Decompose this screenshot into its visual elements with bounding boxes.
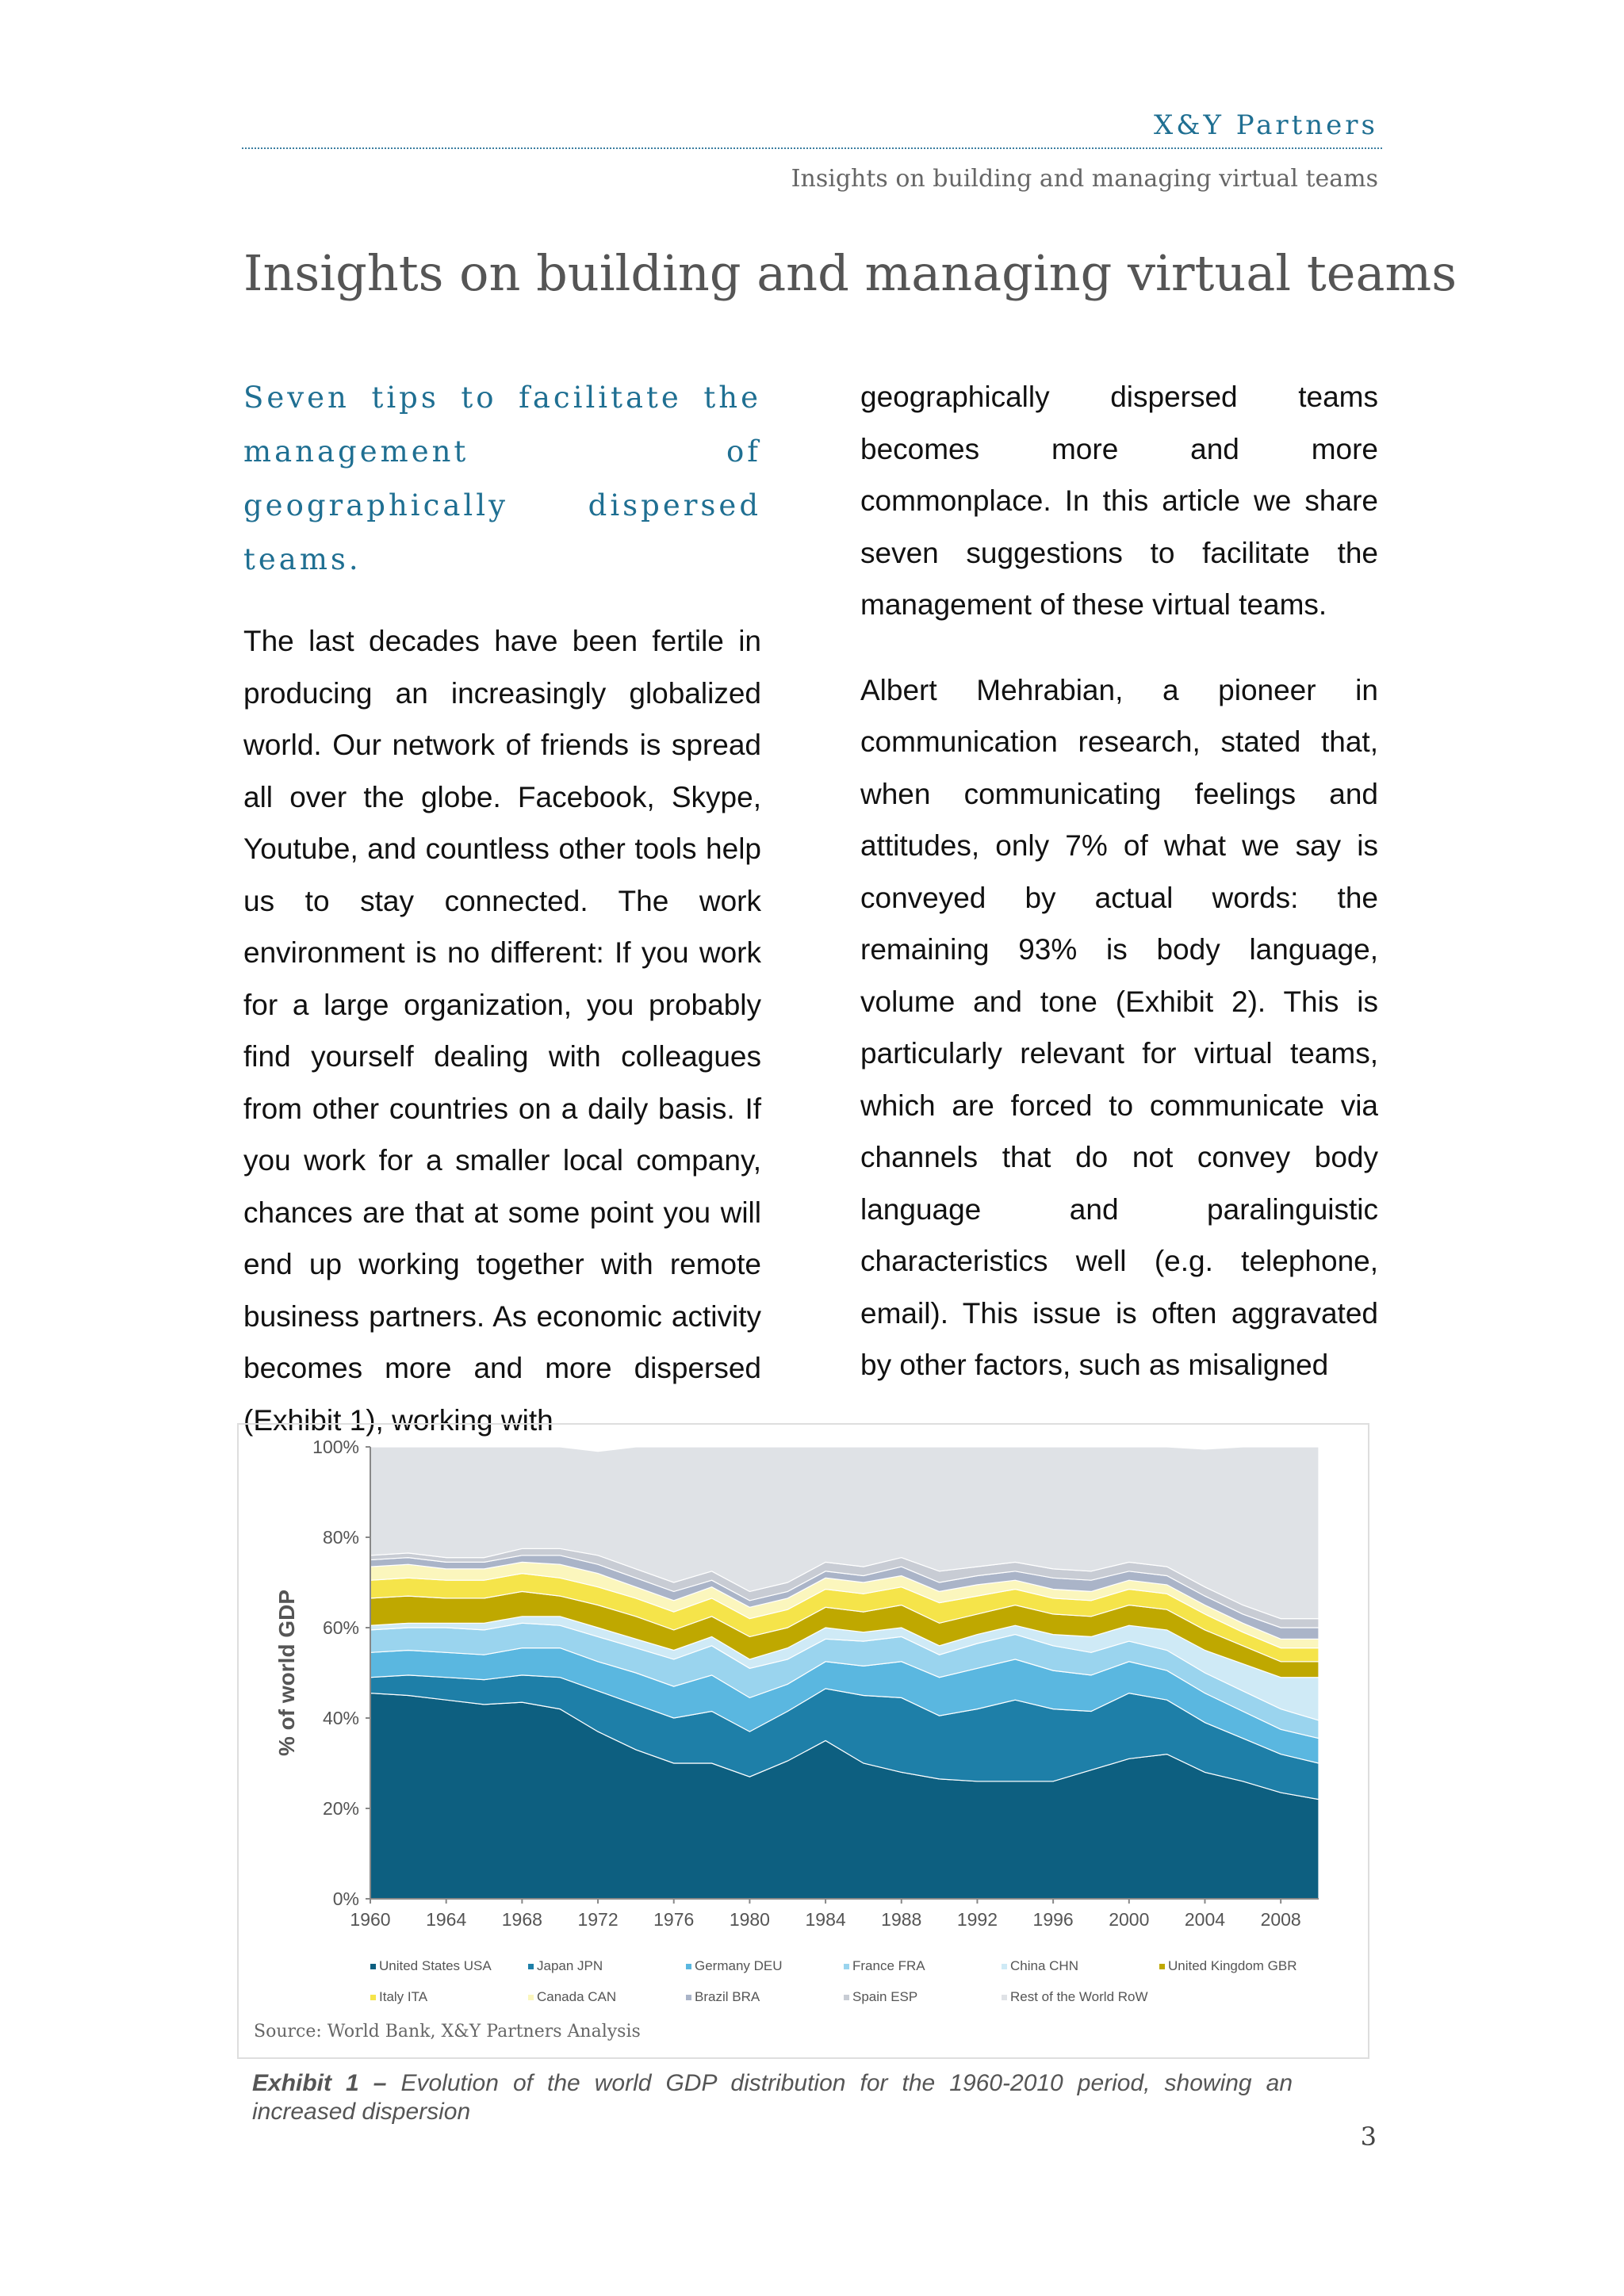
x-tick-label: 2000 [1109, 1909, 1150, 1930]
x-tick-label: 2004 [1184, 1909, 1226, 1930]
y-tick-label: 80% [322, 1527, 359, 1548]
page-number: 3 [1360, 2122, 1377, 2152]
right-column [860, 371, 1378, 1425]
y-tick-label: 0% [332, 1888, 359, 1909]
legend-label-rest-of-the-world-row: Rest of the World RoW [1010, 1989, 1148, 2004]
legend-swatch-canada-can [528, 1995, 534, 2000]
legend-label-france-fra: France FRA [852, 1958, 925, 1973]
legend-label-united-states-usa: United States USA [379, 1958, 492, 1973]
gdp-area-chart [239, 1425, 1368, 2057]
page-title: Insights on building and managing virtual teams [243, 244, 1457, 302]
x-tick-label: 1960 [350, 1909, 391, 1930]
legend-label-japan-jpn: Japan JPN [537, 1958, 603, 1973]
y-tick-label: 40% [322, 1708, 359, 1728]
left-column [243, 371, 761, 1479]
article-subtitle-period: . [348, 542, 358, 576]
legend-swatch-germany-deu [686, 1964, 691, 1969]
caption-text: Evolution of the world GDP distribution for the 1960-2010 period, showing an increased dispersion [252, 2070, 1293, 2125]
x-tick-label: 1972 [577, 1909, 619, 1930]
x-tick-label: 1996 [1032, 1909, 1074, 1930]
y-tick-label: 60% [322, 1617, 359, 1638]
legend-label-italy-ita: Italy ITA [379, 1989, 428, 2004]
paragraph-mehrabian: Albert Mehrabian, a pioneer in communication research, stated that, when communicating feelings and attitudes, only 7% of what we say is conveyed by actual words: the remaining 93% is body language, volume and tone (Exhibit 2). This is particularly relevant for virtual teams, which are forced to communicate via channels that do not convey body language and paralinguistic characteristics well (e.g. telephone, email). This issue is often aggravated by other factors, such as misaligned [860, 673, 1378, 1381]
article-subtitle [243, 371, 761, 587]
x-tick-label: 2008 [1260, 1909, 1301, 1930]
legend-label-brazil-bra: Brazil BRA [695, 1989, 760, 2004]
legend-swatch-italy-ita [370, 1995, 376, 2000]
x-tick-label: 1988 [881, 1909, 922, 1930]
header-divider [242, 147, 1382, 149]
caption-label: Exhibit 1 – [252, 2070, 387, 2096]
y-tick-label: 100% [312, 1437, 359, 1457]
legend-label-spain-esp: Spain ESP [852, 1989, 918, 2004]
x-tick-label: 1976 [653, 1909, 695, 1930]
legend-label-canada-can: Canada CAN [537, 1989, 617, 2004]
y-axis-label: % of world GDP [274, 1590, 299, 1756]
chart-source: Source: World Bank, X&Y Partners Analysis [254, 2022, 641, 2042]
exhibit-chart [237, 1423, 1369, 2059]
legend-swatch-japan-jpn [528, 1964, 534, 1969]
x-tick-label: 1980 [729, 1909, 770, 1930]
legend-label-germany-deu: Germany DEU [695, 1958, 783, 1973]
legend-label-united-kingdom-gbr: United Kingdom GBR [1168, 1958, 1297, 1973]
y-tick-label: 20% [322, 1798, 359, 1819]
x-tick-label: 1968 [501, 1909, 542, 1930]
legend-swatch-france-fra [844, 1964, 849, 1969]
legend-label-china-chn: China CHN [1010, 1958, 1078, 1973]
header-subtitle: Insights on building and managing virtual teams [791, 165, 1378, 193]
legend-swatch-brazil-bra [686, 1995, 691, 2000]
legend-swatch-spain-esp [844, 1995, 849, 2000]
legend-swatch-united-states-usa [370, 1964, 376, 1969]
exhibit-caption [252, 2069, 1293, 2126]
header-brand: X&Y Partners [1154, 109, 1378, 141]
article-subtitle-text: Seven tips to facilitate the management of geographically dispersed teams [243, 381, 761, 576]
x-tick-label: 1984 [805, 1909, 846, 1930]
intro-paragraph: The last decades have been fertile in producing an increasingly globalized world. Our network of friends is spread all over the globe. Facebook, Skype, Youtube, and countless other tools help us to stay connected. The work environment is no different: If you work for a large organization, you probably find yourself dealing with colleagues from other countries on a daily basis. If you work for a smaller local company, chances are that at some point you will end up working together with remote business partners. As economic activity becomes more and more dispersed (Exhibit 1), working with [243, 625, 761, 1437]
x-tick-label: 1964 [426, 1909, 467, 1930]
legend-swatch-rest-of-the-world-row [1002, 1995, 1007, 2000]
legend-swatch-china-chn [1002, 1964, 1007, 1969]
legend-swatch-united-kingdom-gbr [1159, 1964, 1165, 1969]
x-tick-label: 1992 [956, 1909, 998, 1930]
paragraph-continued: geographically dispersed teams becomes more and more commonplace. In this article we share seven suggestions to facilitate the management of these virtual teams. [860, 381, 1378, 621]
